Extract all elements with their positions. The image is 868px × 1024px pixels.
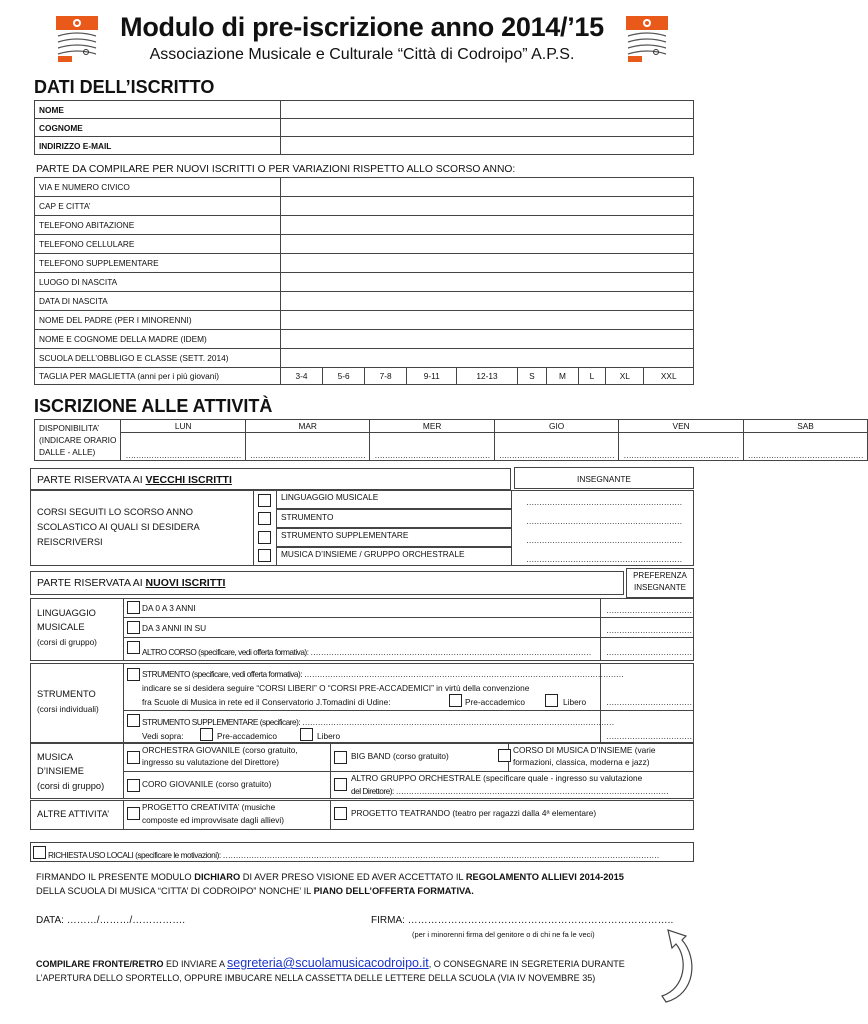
declaration-text: FIRMANDO IL PRESENTE MODULO: [36, 872, 195, 882]
father-name-input[interactable]: [281, 311, 694, 330]
field-label: COGNOME: [35, 119, 281, 137]
str-option-note: indicare se si desidera seguire “CORSI LIBERI” O “CORSI PRE-ACCADEMICI” in virtù della convenzione: [142, 683, 530, 693]
day-header: VEN: [619, 420, 743, 433]
availability-label-line: (INDICARE ORARIO: [39, 435, 117, 445]
checkbox[interactable]: [258, 512, 271, 525]
pref-input[interactable]: ……………………………: [606, 605, 692, 615]
day-header: SAB: [743, 420, 867, 433]
teacher-input[interactable]: ……………………………………………………: [526, 516, 682, 526]
tshirt-size-option[interactable]: 9-11: [407, 368, 457, 385]
mi-option: CORSO DI MUSICA D’INSIEME (varie: [513, 745, 656, 755]
day-header: MAR: [245, 420, 369, 433]
footer-bold: COMPILARE FRONTE/RETRO: [36, 959, 164, 969]
declaration-bold: PIANO DELL’OFFERTA FORMATIVA.: [313, 886, 474, 896]
teacher-input[interactable]: ……………………………………………………: [526, 497, 682, 507]
col-divider: [330, 771, 331, 799]
old-students-title-prefix: PARTE RISERVATA AI: [37, 474, 146, 486]
libero-label: Libero: [317, 731, 341, 741]
checkbox[interactable]: [127, 601, 140, 614]
pref-input[interactable]: ……………………………: [606, 625, 692, 635]
mi-option-other[interactable]: del Direttore): ……………………………………………………………………………………………: [351, 786, 669, 796]
field-label: CAP E CITTA’: [35, 197, 281, 216]
school-input[interactable]: [281, 349, 694, 368]
row-divider: [600, 710, 694, 711]
checkbox[interactable]: [334, 807, 347, 820]
field-label: TELEFONO ABITAZIONE: [35, 216, 281, 235]
birthplace-input[interactable]: [281, 273, 694, 292]
day-header: MER: [370, 420, 494, 433]
checkbox[interactable]: [33, 846, 46, 859]
lm-label-note: (corsi di gruppo): [37, 637, 97, 647]
field-label: LUOGO DI NASCITA: [35, 273, 281, 292]
pref-input[interactable]: ……………………………: [606, 697, 692, 707]
vedi-sopra-label: Vedi sopra:: [142, 731, 184, 741]
page-subtitle: Associazione Musicale e Culturale “Città di Codroipo” A.P.S.: [149, 46, 575, 63]
room-request-input[interactable]: RICHIESTA USO LOCALI (specificare le motivazioni): ……………………………………………………………………………………………………………………………………………………: [48, 850, 660, 860]
new-students-title-prefix: PARTE RISERVATA AI: [37, 577, 146, 589]
str-label-note: (corsi individuali): [37, 704, 99, 714]
turn-page-arrow-icon: [652, 916, 700, 1006]
lm-option: DA 0 A 3 ANNI: [142, 603, 196, 613]
declaration-line-2: [36, 886, 474, 896]
checkbox[interactable]: [127, 714, 140, 727]
main-fields-table: [34, 100, 694, 155]
lm-option: DA 3 ANNI IN SU: [142, 623, 207, 633]
section-title-activities: ISCRIZIONE ALLE ATTIVITÀ: [34, 396, 273, 416]
footer-text: ED INVIARE A: [163, 959, 228, 969]
mother-name-input[interactable]: [281, 330, 694, 349]
checkbox[interactable]: [200, 728, 213, 741]
mi-option: CORO GIOVANILE (corso gratuito): [142, 779, 272, 789]
footer-line-1: [36, 956, 625, 970]
tshirt-size-option[interactable]: S: [517, 368, 546, 385]
day-time-input[interactable]: ………………………………………: [121, 433, 245, 461]
pref-input[interactable]: ……………………………: [606, 731, 692, 741]
lm-label: MUSICALE: [37, 622, 85, 632]
old-option-label: STRUMENTO: [281, 512, 334, 522]
field-label: NOME DEL PADRE (PER I MINORENNI): [35, 311, 281, 330]
tshirt-label: TAGLIA PER MAGLIETTA (anni per i più giovani): [35, 368, 281, 385]
checkbox[interactable]: [127, 751, 140, 764]
lm-label: LINGUAGGIO: [37, 608, 96, 618]
old-option-label: STRUMENTO SUPPLEMENTARE: [281, 530, 409, 540]
mi-option: ORCHESTRA GIOVANILE (corso gratuito,: [142, 745, 298, 755]
cap-city-input[interactable]: [281, 197, 694, 216]
nome-input[interactable]: [281, 101, 694, 119]
field-label: NOME E COGNOME DELLA MADRE (IDEM): [35, 330, 281, 349]
checkbox[interactable]: [449, 694, 462, 707]
tshirt-size-option[interactable]: XXL: [644, 368, 694, 385]
footer-text: , O CONSEGNARE IN SEGRETERIA DURANTE: [428, 959, 625, 969]
checkbox[interactable]: [258, 549, 271, 562]
checkbox[interactable]: [334, 778, 347, 791]
teacher-header-label: INSEGNANTE: [577, 474, 631, 484]
availability-table: [34, 419, 868, 461]
row-divider: [124, 710, 600, 711]
preference-header-line: INSEGNANTE: [633, 583, 686, 592]
pref-input[interactable]: ……………………………: [606, 647, 692, 657]
tshirt-size-table: [34, 367, 694, 385]
email-input[interactable]: [281, 137, 694, 155]
checkbox[interactable]: [258, 494, 271, 507]
row-divider: [124, 617, 600, 618]
home-phone-input[interactable]: [281, 216, 694, 235]
date-field[interactable]: DATA: ………/………/…………….: [36, 915, 186, 926]
tshirt-size-option[interactable]: 7-8: [365, 368, 407, 385]
row-divider: [600, 637, 694, 638]
mi-label-note: (corsi di gruppo): [37, 781, 105, 791]
day-header: GIO: [494, 420, 618, 433]
extra-phone-input[interactable]: [281, 254, 694, 273]
aa-option: composte ed improvvisate dagli allievi): [142, 815, 285, 825]
aa-option: PROGETTO CREATIVITA’ (musiche: [142, 802, 276, 812]
day-time-input[interactable]: ………………………………………: [619, 433, 743, 461]
checkbox[interactable]: [127, 641, 140, 654]
old-option-label: LINGUAGGIO MUSICALE: [281, 492, 379, 502]
tshirt-size-option[interactable]: XL: [606, 368, 644, 385]
old-desc-line: REISCRIVERSI: [37, 537, 103, 547]
mi-label: MUSICA: [37, 752, 74, 762]
new-students-note: PARTE DA COMPILARE PER NUOVI ISCRITTI O PER VARIAZIONI RISPETTO ALLO SCORSO ANNO:: [36, 164, 516, 175]
new-students-title: [37, 577, 225, 589]
old-desc-line: SCOLASTICO AI QUALI SI DESIDERA: [37, 522, 200, 532]
field-label: NOME: [35, 101, 281, 119]
checkbox[interactable]: [127, 668, 140, 681]
row-divider: [600, 617, 694, 618]
tshirt-size-option[interactable]: L: [578, 368, 605, 385]
aa-label: ALTRE ATTIVITA’: [37, 809, 110, 819]
preference-header-line: PREFERENZA: [633, 571, 687, 580]
day-time-input[interactable]: ………………………………………: [245, 433, 369, 461]
tshirt-size-option[interactable]: 12-13: [457, 368, 518, 385]
pre-accademico-label: Pre-accademico: [217, 731, 277, 741]
checkbox[interactable]: [127, 807, 140, 820]
col-divider: [330, 743, 331, 771]
checkbox[interactable]: [498, 749, 511, 762]
row-divider: [124, 771, 694, 772]
page-title: Modulo di pre-iscrizione anno 2014/’15: [120, 12, 604, 42]
checkbox[interactable]: [127, 621, 140, 634]
teacher-input[interactable]: ……………………………………………………: [526, 535, 682, 545]
aa-option: PROGETTO TEATRANDO (teatro per ragazzi dalla 4ª elementare): [351, 808, 597, 818]
libero-label: Libero: [563, 697, 587, 707]
field-label: SCUOLA DELL’OBBLIGO E CLASSE (SETT. 2014): [35, 349, 281, 368]
checkbox[interactable]: [127, 779, 140, 792]
old-option-label: MUSICA D’INSIEME / GRUPPO ORCHESTRALE: [281, 549, 465, 559]
section-title-student-data: DATI DELL’ISCRITTO: [34, 77, 215, 97]
old-students-title: [37, 474, 232, 486]
new-students-title-bold: NUOVI ISCRITTI: [145, 577, 226, 589]
checkbox[interactable]: [258, 531, 271, 544]
cognome-input[interactable]: [281, 119, 694, 137]
extra-fields-table: [34, 177, 694, 368]
tshirt-size-option[interactable]: M: [546, 368, 578, 385]
str-option-2[interactable]: STRUMENTO SUPPLEMENTARE (specificare): …………………………………………………………………………………………………………: [142, 717, 614, 727]
checkbox[interactable]: [334, 751, 347, 764]
str-option-note: fra Scuole di Musica in rete ed il Conservatorio J.Tomadini di Udine:: [142, 697, 391, 707]
mobile-phone-input[interactable]: [281, 235, 694, 254]
checkbox[interactable]: [545, 694, 558, 707]
field-label: VIA E NUMERO CIVICO: [35, 178, 281, 197]
mi-option: ingresso su valutazione del Direttore): [142, 757, 279, 767]
day-time-input[interactable]: ………………………………………: [743, 433, 867, 461]
birthdate-input[interactable]: [281, 292, 694, 311]
day-time-input[interactable]: ………………………………………: [370, 433, 494, 461]
str-option-1[interactable]: STRUMENTO (specificare, vedi offerta formativa): ……………………………………………………………………………………………………………: [142, 669, 624, 679]
field-label: INDIRIZZO E-MAIL: [35, 137, 281, 155]
pre-accademico-label: Pre-accademico: [465, 697, 525, 707]
field-label: TELEFONO SUPPLEMENTARE: [35, 254, 281, 273]
field-label: DATA DI NASCITA: [35, 292, 281, 311]
address-input[interactable]: [281, 178, 694, 197]
tshirt-size-option[interactable]: 5-6: [323, 368, 365, 385]
availability-label-line: DALLE - ALLE): [39, 447, 96, 457]
lm-option-other[interactable]: ALTRO CORSO (specificare, vedi offerta formativa): ………………………………………………………………………………………………: [142, 647, 591, 657]
signature-field[interactable]: FIRMA: ……………………………………………………………………..: [371, 915, 674, 926]
mi-option: formazioni, classica, moderna e jazz): [513, 757, 650, 767]
availability-label-line: DISPONIBILITA’: [39, 423, 100, 433]
mi-label: D’INSIEME: [37, 766, 85, 776]
tshirt-size-option[interactable]: 3-4: [281, 368, 323, 385]
declaration-bold: DICHIARO: [194, 872, 241, 882]
row-divider: [124, 637, 600, 638]
day-header: LUN: [121, 420, 245, 433]
str-label: STRUMENTO: [37, 689, 96, 699]
day-time-input[interactable]: ………………………………………: [494, 433, 618, 461]
old-desc-line: CORSI SEGUITI LO SCORSO ANNO: [37, 507, 194, 517]
old-students-title-bold: VECCHI ISCRITTI: [145, 474, 232, 486]
declaration-line-1: [36, 872, 624, 882]
mi-option: ALTRO GRUPPO ORCHESTRALE (specificare quale - ingresso su valutazione: [351, 773, 643, 783]
checkbox[interactable]: [300, 728, 313, 741]
teacher-input[interactable]: ……………………………………………………: [526, 554, 682, 564]
signature-note: (per i minorenni firma del genitore o di chi ne fa le veci): [412, 930, 595, 939]
email-link[interactable]: segreteria@scuolamusicacodroipo.it: [227, 956, 429, 970]
declaration-bold: REGOLAMENTO ALLIEVI 2014-2015: [465, 872, 624, 882]
col-divider: [330, 800, 331, 830]
mi-option: BIG BAND (corso gratuito): [351, 751, 449, 761]
declaration-text: DELLA SCUOLA DI MUSICA “CITTA’ DI CODROIPO” NONCHE’ IL: [36, 886, 314, 896]
availability-label: [35, 420, 121, 461]
str-label-cell: [30, 663, 124, 743]
declaration-text: DI AVER PRESO VISIONE ED AVER ACCETTATO IL: [240, 872, 466, 882]
footer-line-2: L’APERTURA DELLO SPORTELLO, OPPURE IMBUCARE NELLA CASSETTA DELLE LETTERE DELLA SCUOLA (VIA IV NOVEMBRE 35): [36, 973, 596, 983]
field-label: TELEFONO CELLULARE: [35, 235, 281, 254]
